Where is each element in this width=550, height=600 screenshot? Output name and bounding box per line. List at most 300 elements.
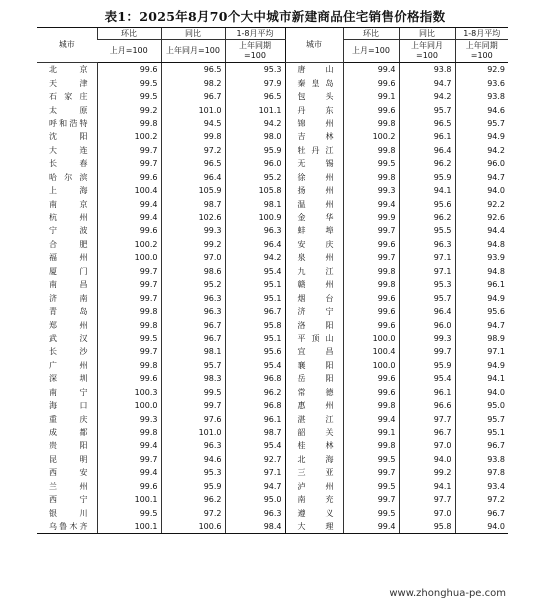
- table-row: [37, 372, 508, 385]
- table-row: [37, 359, 508, 372]
- table-row: [37, 184, 508, 197]
- mom-cell: 99.7: [97, 157, 161, 170]
- ytd-cell: 94.9: [455, 359, 508, 372]
- ytd-cell: 95.6: [225, 345, 285, 358]
- mom-cell: 100.2: [97, 238, 161, 251]
- city-cell: 泉 州: [285, 251, 343, 264]
- mom-cell: 99.6: [343, 305, 399, 318]
- table-row: [37, 412, 508, 425]
- city-cell: 成 都: [49, 428, 88, 438]
- ytd-column-header: 1-8月平均: [455, 28, 508, 40]
- mom-cell: 100.0: [343, 359, 399, 372]
- yoy-cell: 95.8: [399, 520, 455, 534]
- table-row: [37, 399, 508, 412]
- yoy-cell: 99.7: [399, 345, 455, 358]
- mom-cell: 99.1: [343, 90, 399, 103]
- yoy-cell: 95.7: [161, 359, 225, 372]
- city-cell: 南 宁: [49, 387, 88, 397]
- yoy-cell: 96.2: [161, 493, 225, 506]
- yoy-cell: 98.2: [161, 76, 225, 89]
- mom-base-label: 上月=100: [343, 40, 399, 63]
- mom-cell: 99.8: [343, 278, 399, 291]
- yoy-cell: 94.7: [399, 76, 455, 89]
- mom-cell: 100.2: [97, 130, 161, 143]
- mom-cell: 100.1: [97, 520, 161, 534]
- mom-cell: 99.8: [97, 359, 161, 372]
- yoy-cell: 97.6: [161, 412, 225, 425]
- city-cell: 南 京: [49, 199, 88, 209]
- city-cell: 南 充: [285, 493, 343, 506]
- city-cell: 韶 关: [285, 426, 343, 439]
- ytd-cell: 92.2: [455, 197, 508, 210]
- mom-cell: 99.7: [343, 493, 399, 506]
- mom-cell: 99.4: [97, 211, 161, 224]
- city-cell: 无 锡: [285, 157, 343, 170]
- ytd-cell: 95.8: [225, 318, 285, 331]
- ytd-cell: 94.8: [455, 265, 508, 278]
- mom-cell: 99.4: [343, 197, 399, 210]
- yoy-cell: 95.7: [399, 103, 455, 116]
- city-cell: 扬 州: [285, 184, 343, 197]
- ytd-cell: 94.1: [455, 372, 508, 385]
- city-cell: 长 春: [49, 159, 88, 169]
- mom-cell: 100.0: [97, 251, 161, 264]
- city-cell: 合 肥: [49, 239, 88, 249]
- ytd-cell: 94.4: [455, 224, 508, 237]
- yoy-cell: 94.0: [399, 453, 455, 466]
- yoy-cell: 96.7: [161, 318, 225, 331]
- ytd-cell: 95.1: [225, 291, 285, 304]
- city-cell: 上 海: [49, 186, 88, 196]
- ytd-cell: 92.9: [455, 63, 508, 77]
- mom-cell: 99.7: [343, 466, 399, 479]
- yoy-cell: 95.6: [399, 197, 455, 210]
- yoy-cell: 96.3: [161, 305, 225, 318]
- mom-cell: 99.5: [343, 453, 399, 466]
- table-row: [37, 453, 508, 466]
- city-cell: 天 津: [49, 78, 88, 88]
- ytd-cell: 98.4: [225, 520, 285, 534]
- ytd-cell: 97.9: [225, 76, 285, 89]
- ytd-base-label: 上年同期=100: [455, 40, 508, 63]
- mom-cell: 99.6: [97, 224, 161, 237]
- ytd-cell: 96.2: [225, 386, 285, 399]
- city-cell: 郑 州: [49, 320, 88, 330]
- table-row: [37, 332, 508, 345]
- city-cell: 重 庆: [49, 414, 88, 424]
- city-cell: 湛 江: [285, 412, 343, 425]
- city-cell: 唐 山: [285, 63, 343, 77]
- city-cell: 厦 门: [49, 266, 88, 276]
- city-cell: 深 圳: [49, 374, 88, 384]
- mom-cell: 99.4: [97, 466, 161, 479]
- ytd-cell: 95.0: [225, 493, 285, 506]
- city-cell: 丹 东: [285, 103, 343, 116]
- city-cell: 广 州: [49, 360, 88, 370]
- city-cell: 岳 阳: [285, 372, 343, 385]
- city-cell: 锦 州: [285, 117, 343, 130]
- yoy-cell: 102.6: [161, 211, 225, 224]
- yoy-cell: 98.7: [161, 197, 225, 210]
- yoy-cell: 93.8: [399, 63, 455, 77]
- ytd-cell: 95.6: [455, 305, 508, 318]
- yoy-cell: 97.0: [399, 439, 455, 452]
- city-cell: 北 海: [285, 453, 343, 466]
- mom-cell: 99.9: [343, 211, 399, 224]
- ytd-cell: 101.1: [225, 103, 285, 116]
- mom-cell: 100.0: [97, 399, 161, 412]
- ytd-cell: 94.6: [455, 103, 508, 116]
- yoy-cell: 94.5: [161, 117, 225, 130]
- table-row: [37, 117, 508, 130]
- table-row: [37, 318, 508, 331]
- table-row: [37, 493, 508, 506]
- table-row: [37, 90, 508, 103]
- ytd-cell: 96.5: [225, 90, 285, 103]
- table-row: [37, 426, 508, 439]
- yoy-cell: 96.7: [399, 426, 455, 439]
- yoy-cell: 95.2: [161, 278, 225, 291]
- mom-cell: 99.8: [343, 399, 399, 412]
- yoy-cell: 105.9: [161, 184, 225, 197]
- yoy-cell: 100.6: [161, 520, 225, 534]
- yoy-cell: 98.3: [161, 372, 225, 385]
- header-row: [37, 28, 508, 40]
- yoy-cell: 97.7: [399, 412, 455, 425]
- yoy-cell: 97.2: [161, 506, 225, 519]
- table-row: [37, 480, 508, 493]
- mom-cell: 99.6: [343, 291, 399, 304]
- mom-cell: 100.4: [343, 345, 399, 358]
- yoy-cell: 95.7: [399, 291, 455, 304]
- city-cell: 哈尔滨: [49, 172, 88, 182]
- city-cell: 西 宁: [49, 495, 88, 505]
- mom-cell: 99.5: [343, 506, 399, 519]
- yoy-cell: 99.8: [161, 130, 225, 143]
- ytd-cell: 94.0: [455, 184, 508, 197]
- city-cell: 九 江: [285, 265, 343, 278]
- mom-cell: 99.4: [97, 197, 161, 210]
- mom-cell: 99.4: [343, 520, 399, 534]
- yoy-cell: 96.3: [161, 439, 225, 452]
- mom-cell: 99.6: [97, 480, 161, 493]
- table-body: [37, 63, 508, 534]
- city-cell: 牡丹江: [285, 144, 343, 157]
- yoy-cell: 96.5: [399, 117, 455, 130]
- table-row: [37, 291, 508, 304]
- yoy-cell: 97.2: [161, 144, 225, 157]
- ytd-cell: 93.9: [455, 251, 508, 264]
- city-cell: 三 亚: [285, 466, 343, 479]
- mom-cell: 99.5: [97, 76, 161, 89]
- mom-cell: 99.7: [97, 291, 161, 304]
- mom-cell: 99.8: [343, 117, 399, 130]
- yoy-cell: 99.2: [399, 466, 455, 479]
- yoy-cell: 99.2: [161, 238, 225, 251]
- yoy-cell: 95.5: [399, 224, 455, 237]
- yoy-base-label: 上年同月=100: [399, 40, 455, 63]
- yoy-column-header: 同比: [161, 28, 225, 40]
- mom-cell: 99.3: [343, 184, 399, 197]
- mom-cell: 99.5: [97, 332, 161, 345]
- city-cell: 沈 阳: [49, 132, 88, 142]
- mom-cell: 99.6: [343, 318, 399, 331]
- city-cell: 桂 林: [285, 439, 343, 452]
- ytd-column-header: 1-8月平均: [225, 28, 285, 40]
- yoy-cell: 96.4: [161, 171, 225, 184]
- ytd-cell: 94.9: [455, 130, 508, 143]
- mom-cell: 100.1: [97, 493, 161, 506]
- table-row: [37, 224, 508, 237]
- ytd-cell: 98.1: [225, 197, 285, 210]
- city-cell: 烟 台: [285, 291, 343, 304]
- yoy-cell: 96.4: [399, 305, 455, 318]
- mom-cell: 99.5: [97, 90, 161, 103]
- mom-base-label: 上月=100: [97, 40, 161, 63]
- table-row: [37, 439, 508, 452]
- ytd-cell: 93.6: [455, 76, 508, 89]
- ytd-cell: 98.9: [455, 332, 508, 345]
- mom-cell: 99.4: [97, 439, 161, 452]
- yoy-cell: 95.3: [161, 466, 225, 479]
- yoy-base-label: 上年同月=100: [161, 40, 225, 63]
- yoy-cell: 96.3: [399, 238, 455, 251]
- mom-column-header: 环比: [343, 28, 399, 40]
- ytd-base-label: 上年同期=100: [225, 40, 285, 63]
- table-row: [37, 171, 508, 184]
- ytd-cell: 95.7: [455, 412, 508, 425]
- city-cell: 贵 阳: [49, 441, 88, 451]
- city-cell: 杭 州: [49, 213, 88, 223]
- mom-cell: 99.7: [97, 144, 161, 157]
- city-cell: 西 安: [49, 468, 88, 478]
- yoy-cell: 97.1: [399, 265, 455, 278]
- mom-cell: 99.7: [343, 224, 399, 237]
- table-row: [37, 520, 508, 534]
- ytd-cell: 93.8: [455, 453, 508, 466]
- mom-cell: 99.7: [97, 278, 161, 291]
- table-row: [37, 238, 508, 251]
- yoy-cell: 101.0: [161, 103, 225, 116]
- yoy-cell: 99.7: [161, 399, 225, 412]
- price-index-table: [37, 27, 508, 534]
- mom-cell: 99.1: [343, 426, 399, 439]
- ytd-cell: 95.1: [225, 278, 285, 291]
- city-cell: 海 口: [49, 401, 88, 411]
- ytd-cell: 96.8: [225, 399, 285, 412]
- yoy-cell: 96.5: [161, 63, 225, 77]
- ytd-cell: 96.7: [225, 305, 285, 318]
- city-cell: 秦皇岛: [285, 76, 343, 89]
- ytd-cell: 94.0: [455, 520, 508, 534]
- ytd-cell: 93.8: [455, 90, 508, 103]
- ytd-cell: 95.1: [455, 426, 508, 439]
- table-row: [37, 265, 508, 278]
- mom-column-header: 环比: [97, 28, 161, 40]
- city-cell: 惠 州: [285, 399, 343, 412]
- ytd-cell: 97.1: [455, 345, 508, 358]
- yoy-cell: 96.0: [399, 318, 455, 331]
- ytd-cell: 92.6: [455, 211, 508, 224]
- ytd-cell: 100.9: [225, 211, 285, 224]
- ytd-cell: 95.4: [225, 265, 285, 278]
- city-cell: 平顶山: [285, 332, 343, 345]
- table-row: [37, 157, 508, 170]
- ytd-cell: 96.7: [455, 506, 508, 519]
- yoy-cell: 95.9: [399, 359, 455, 372]
- yoy-cell: 96.1: [399, 130, 455, 143]
- mom-cell: 99.5: [343, 157, 399, 170]
- mom-cell: 100.0: [343, 332, 399, 345]
- ytd-cell: 96.8: [225, 372, 285, 385]
- city-cell: 吉 林: [285, 130, 343, 143]
- ytd-cell: 97.8: [455, 466, 508, 479]
- table-row: [37, 197, 508, 210]
- mom-cell: 99.5: [343, 480, 399, 493]
- ytd-cell: 96.1: [225, 412, 285, 425]
- mom-cell: 100.4: [97, 184, 161, 197]
- mom-cell: 99.2: [97, 103, 161, 116]
- table-row: [37, 386, 508, 399]
- mom-cell: 99.7: [97, 265, 161, 278]
- yoy-cell: 95.9: [161, 480, 225, 493]
- city-cell: 徐 州: [285, 171, 343, 184]
- mom-cell: 99.8: [343, 439, 399, 452]
- ytd-cell: 97.1: [225, 466, 285, 479]
- table-title: 表1：2025年8月70个大中城市新建商品住宅销售价格指数: [104, 9, 446, 24]
- city-cell: 大 理: [285, 520, 343, 534]
- table-row: [37, 103, 508, 116]
- yoy-cell: 96.6: [399, 399, 455, 412]
- table-row: [37, 144, 508, 157]
- city-cell: 兰 州: [49, 481, 88, 491]
- yoy-cell: 98.1: [161, 345, 225, 358]
- yoy-column-header: 同比: [399, 28, 455, 40]
- ytd-cell: 94.7: [225, 480, 285, 493]
- city-cell: 洛 阳: [285, 318, 343, 331]
- city-cell: 宁 波: [49, 226, 88, 236]
- yoy-cell: 97.1: [399, 251, 455, 264]
- mom-cell: 99.6: [97, 63, 161, 77]
- table-row: [37, 305, 508, 318]
- table-row: [37, 345, 508, 358]
- ytd-cell: 94.9: [455, 291, 508, 304]
- ytd-cell: 96.3: [225, 224, 285, 237]
- table-row: [37, 76, 508, 89]
- ytd-cell: 94.7: [455, 171, 508, 184]
- ytd-cell: 95.4: [225, 439, 285, 452]
- city-cell: 常 德: [285, 386, 343, 399]
- city-cell: 石家庄: [49, 92, 88, 102]
- city-cell: 乌鲁木齐: [37, 520, 97, 534]
- city-cell: 银 川: [49, 508, 88, 518]
- mom-cell: 99.4: [343, 412, 399, 425]
- mom-cell: 99.5: [97, 506, 161, 519]
- yoy-cell: 94.6: [161, 453, 225, 466]
- ytd-cell: 94.2: [225, 117, 285, 130]
- yoy-cell: 96.2: [399, 211, 455, 224]
- city-cell: 襄 阳: [285, 359, 343, 372]
- city-cell: 大 连: [49, 145, 88, 155]
- table-row: [37, 211, 508, 224]
- yoy-cell: 96.7: [161, 90, 225, 103]
- mom-cell: 99.6: [97, 171, 161, 184]
- table-row: [37, 278, 508, 291]
- mom-cell: 99.8: [343, 265, 399, 278]
- city-cell: 宜 昌: [285, 345, 343, 358]
- city-cell: 遵 义: [285, 506, 343, 519]
- ytd-cell: 94.2: [455, 144, 508, 157]
- yoy-cell: 94.2: [399, 90, 455, 103]
- ytd-cell: 96.0: [225, 157, 285, 170]
- ytd-cell: 93.4: [455, 480, 508, 493]
- yoy-cell: 95.9: [399, 171, 455, 184]
- table-row: [37, 506, 508, 519]
- mom-cell: 99.7: [97, 453, 161, 466]
- ytd-cell: 95.0: [455, 399, 508, 412]
- yoy-cell: 99.3: [161, 224, 225, 237]
- ytd-cell: 94.0: [455, 386, 508, 399]
- ytd-cell: 96.3: [225, 506, 285, 519]
- ytd-cell: 105.8: [225, 184, 285, 197]
- city-cell: 金 华: [285, 211, 343, 224]
- city-cell: 昆 明: [49, 454, 88, 464]
- yoy-cell: 97.0: [161, 251, 225, 264]
- city-cell: 北 京: [49, 65, 88, 75]
- city-cell: 济 宁: [285, 305, 343, 318]
- mom-cell: 99.8: [97, 117, 161, 130]
- city-cell: 赣 州: [285, 278, 343, 291]
- mom-cell: 99.4: [343, 63, 399, 77]
- table-row: [37, 251, 508, 264]
- mom-cell: 100.3: [97, 386, 161, 399]
- mom-cell: 99.6: [97, 372, 161, 385]
- mom-cell: 99.7: [97, 345, 161, 358]
- mom-cell: 99.6: [343, 238, 399, 251]
- city-cell: 呼和浩特: [49, 118, 88, 128]
- header-subrow: [37, 40, 508, 63]
- city-cell: 包 头: [285, 90, 343, 103]
- ytd-cell: 96.4: [225, 238, 285, 251]
- yoy-cell: 97.7: [399, 493, 455, 506]
- mom-cell: 99.8: [97, 318, 161, 331]
- mom-cell: 99.6: [343, 372, 399, 385]
- yoy-cell: 96.2: [399, 157, 455, 170]
- mom-cell: 99.6: [343, 386, 399, 399]
- yoy-cell: 96.1: [399, 386, 455, 399]
- yoy-cell: 101.0: [161, 426, 225, 439]
- mom-cell: 99.3: [97, 412, 161, 425]
- ytd-cell: 94.8: [455, 238, 508, 251]
- yoy-cell: 97.0: [399, 506, 455, 519]
- city-cell: 福 州: [49, 253, 88, 263]
- ytd-cell: 92.7: [225, 453, 285, 466]
- city-column-header: 城市: [37, 28, 97, 63]
- ytd-cell: 98.7: [225, 426, 285, 439]
- ytd-cell: 96.0: [455, 157, 508, 170]
- city-cell: 南 昌: [49, 280, 88, 290]
- ytd-cell: 95.9: [225, 144, 285, 157]
- yoy-cell: 99.3: [399, 332, 455, 345]
- ytd-cell: 95.7: [455, 117, 508, 130]
- yoy-cell: 99.5: [161, 386, 225, 399]
- ytd-cell: 95.1: [225, 332, 285, 345]
- ytd-cell: 94.2: [225, 251, 285, 264]
- city-cell: 温 州: [285, 197, 343, 210]
- ytd-cell: 95.4: [225, 359, 285, 372]
- city-cell: 青 岛: [49, 307, 88, 317]
- ytd-cell: 96.7: [455, 439, 508, 452]
